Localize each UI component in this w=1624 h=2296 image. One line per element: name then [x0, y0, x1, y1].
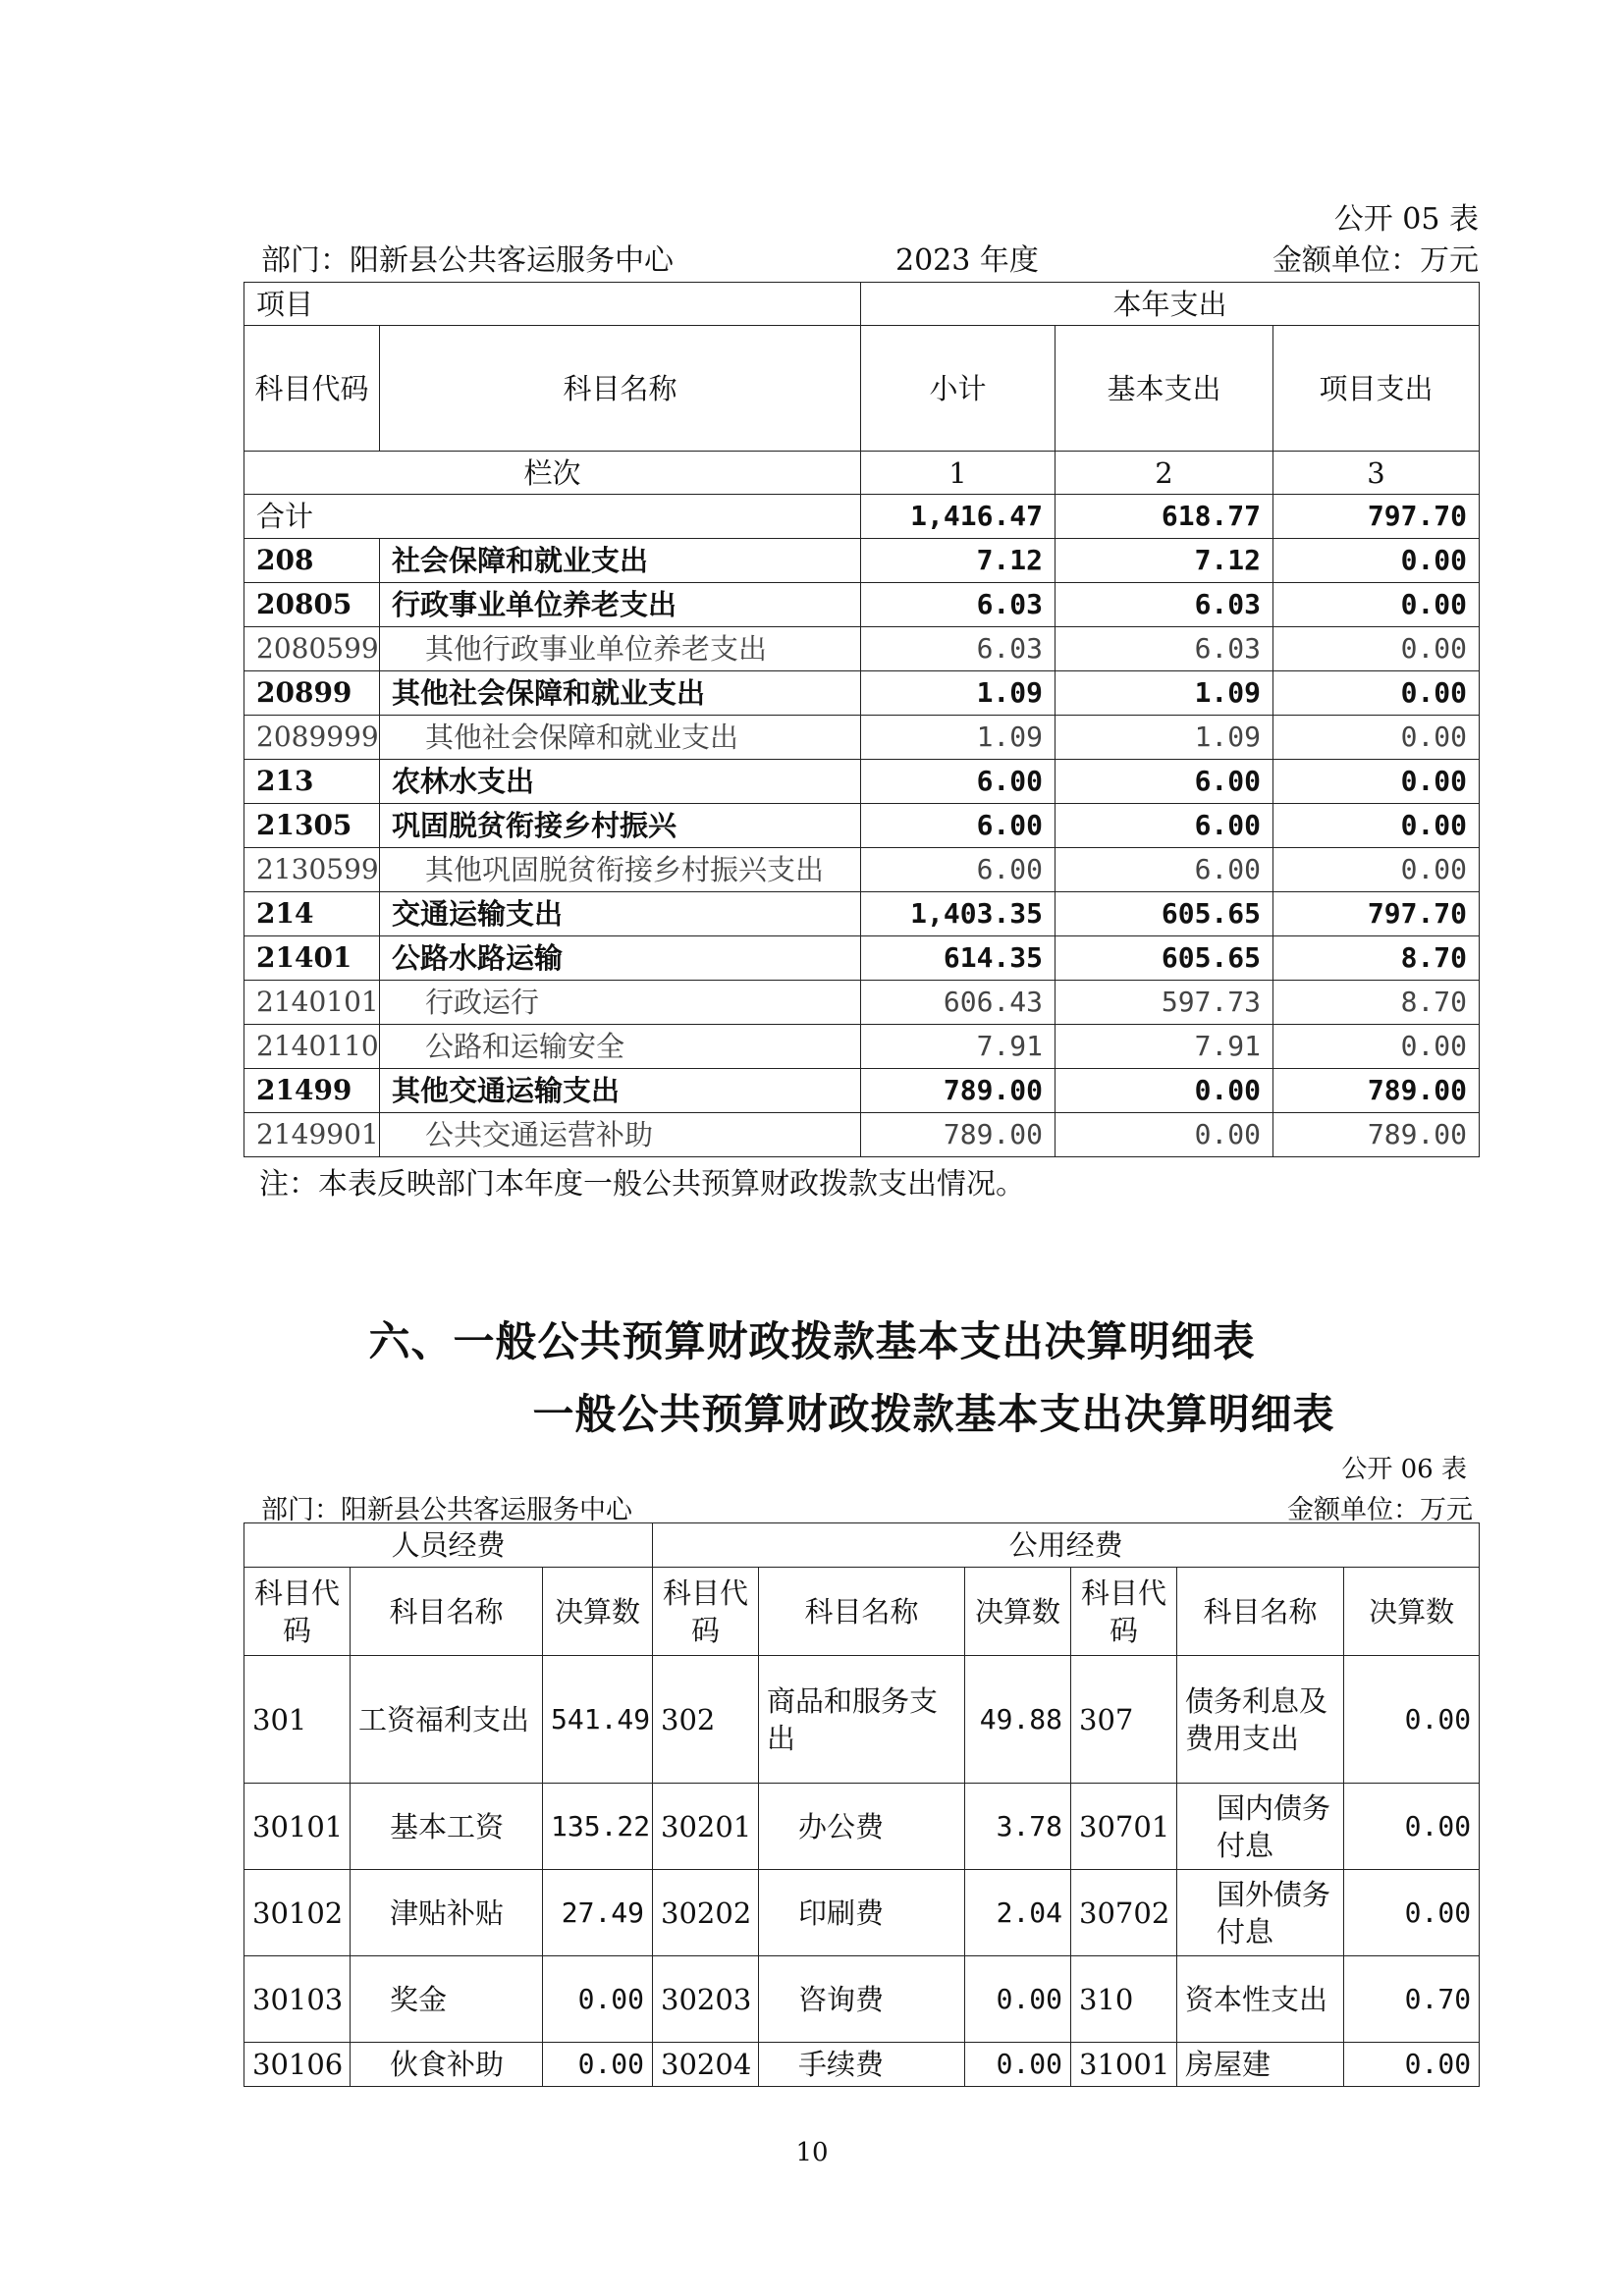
- section6-heading: 六、一般公共预算财政拨款基本支出决算明细表: [368, 1317, 1256, 1365]
- amount-3: 0.70: [1344, 1956, 1480, 2043]
- row-name: 交通运输支出: [380, 892, 861, 936]
- h-code-1: 科目代码: [244, 1568, 351, 1656]
- table-row: [244, 627, 1480, 671]
- name-2: 办公费: [759, 1784, 965, 1870]
- row-subtotal: 6.00: [861, 804, 1056, 848]
- amount-1: 135.22: [543, 1784, 653, 1870]
- code-1: 30101: [244, 1784, 351, 1870]
- code-3: 31001: [1071, 2043, 1177, 2087]
- group-personnel: 人员经费: [244, 1523, 653, 1568]
- row-code: 21401: [244, 936, 380, 981]
- row-name: 行政事业单位养老支出: [380, 583, 861, 627]
- h-amount-3: 决算数: [1344, 1568, 1480, 1656]
- table06-dept: 部门：阳新县公共客运服务中心: [261, 1495, 632, 1525]
- table-row: [244, 1113, 1480, 1157]
- row-subtotal: 1,403.35: [861, 892, 1056, 936]
- amount-1: 27.49: [543, 1870, 653, 1956]
- table-row: [244, 804, 1480, 848]
- row-code: 20805: [244, 583, 380, 627]
- code-1: 301: [244, 1656, 351, 1784]
- row-basic: 7.91: [1056, 1025, 1273, 1069]
- table-row: [244, 1870, 1480, 1956]
- row-project: 0.00: [1273, 1025, 1480, 1069]
- row-basic: 6.00: [1056, 848, 1273, 892]
- col-subtotal-header: 小计: [861, 326, 1056, 452]
- code-2: 30204: [653, 2043, 759, 2087]
- h-name-2: 科目名称: [759, 1568, 965, 1656]
- name-2: 商品和服务支出: [759, 1656, 965, 1784]
- row-subtotal: 789.00: [861, 1069, 1056, 1113]
- table-row: [244, 936, 1480, 981]
- row-project: 0.00: [1273, 760, 1480, 804]
- amount-3: 0.00: [1344, 1784, 1480, 1870]
- col-index-3: 3: [1273, 452, 1480, 495]
- row-basic: 1.09: [1056, 671, 1273, 716]
- row-name: 社会保障和就业支出: [380, 539, 861, 583]
- code-1: 30106: [244, 2043, 351, 2087]
- amount-1: 0.00: [543, 1956, 653, 2043]
- row-project: 0.00: [1273, 848, 1480, 892]
- name-1: 津贴补贴: [351, 1870, 543, 1956]
- row-subtotal: 1.09: [861, 671, 1056, 716]
- col-basic-header: 基本支出: [1056, 326, 1273, 452]
- total-basic: 618.77: [1056, 495, 1273, 539]
- row-basic: 597.73: [1056, 981, 1273, 1025]
- table-row: [244, 848, 1480, 892]
- table-row: [244, 1656, 1480, 1784]
- h-code-2: 科目代码: [653, 1568, 759, 1656]
- row-code: 2149901: [244, 1113, 380, 1157]
- amount-3: 0.00: [1344, 1656, 1480, 1784]
- table06-code: 公开 06 表: [1341, 1455, 1467, 1484]
- name-1: 工资福利支出: [351, 1656, 543, 1784]
- row-project: 797.70: [1273, 892, 1480, 936]
- name-2: 手续费: [759, 2043, 965, 2087]
- row-basic: 7.12: [1056, 539, 1273, 583]
- table05-dept: 部门：阳新县公共客运服务中心: [261, 243, 674, 278]
- code-3: 30702: [1071, 1870, 1177, 1956]
- amount-3: 0.00: [1344, 1870, 1480, 1956]
- name-3: 债务利息及费用支出: [1177, 1656, 1344, 1784]
- row-project: 0.00: [1273, 627, 1480, 671]
- h-code-3: 科目代码: [1071, 1568, 1177, 1656]
- total-label: 合计: [244, 495, 861, 539]
- row-basic: 605.65: [1056, 892, 1273, 936]
- row-code: 208: [244, 539, 380, 583]
- col-name-header: 科目名称: [380, 326, 861, 452]
- row-name: 其他交通运输支出: [380, 1069, 861, 1113]
- h-amount-1: 决算数: [543, 1568, 653, 1656]
- code-1: 30102: [244, 1870, 351, 1956]
- header-expense: 本年支出: [861, 283, 1480, 326]
- row-code: 214: [244, 892, 380, 936]
- row-code: 2140101: [244, 981, 380, 1025]
- table-row: [244, 981, 1480, 1025]
- row-project: 0.00: [1273, 804, 1480, 848]
- code-2: 302: [653, 1656, 759, 1784]
- h-name-1: 科目名称: [351, 1568, 543, 1656]
- header-item: 项目: [244, 283, 861, 326]
- table-row: [244, 1069, 1480, 1113]
- table05: [244, 282, 1480, 1157]
- amount-2: 0.00: [965, 2043, 1071, 2087]
- name-3: 房屋建: [1177, 2043, 1344, 2087]
- amount-1: 541.49: [543, 1656, 653, 1784]
- code-3: 307: [1071, 1656, 1177, 1784]
- col-index-1: 1: [861, 452, 1056, 495]
- h-amount-2: 决算数: [965, 1568, 1071, 1656]
- row-name: 其他行政事业单位养老支出: [380, 627, 861, 671]
- row-basic: 1.09: [1056, 716, 1273, 760]
- name-1: 伙食补助: [351, 2043, 543, 2087]
- row-basic: 6.03: [1056, 583, 1273, 627]
- row-name: 公路和运输安全: [380, 1025, 861, 1069]
- name-2: 咨询费: [759, 1956, 965, 2043]
- row-basic: 6.00: [1056, 760, 1273, 804]
- row-subtotal: 606.43: [861, 981, 1056, 1025]
- table-row: [244, 892, 1480, 936]
- row-project: 0.00: [1273, 583, 1480, 627]
- table-row: [244, 671, 1480, 716]
- table05-unit: 金额单位：万元: [1272, 243, 1479, 278]
- table-row: [244, 760, 1480, 804]
- col-project-header: 项目支出: [1273, 326, 1480, 452]
- group-public: 公用经费: [653, 1523, 1480, 1568]
- row-name: 巩固脱贫衔接乡村振兴: [380, 804, 861, 848]
- name-3: 国内债务付息: [1177, 1784, 1344, 1870]
- col-code-header: 科目代码: [244, 326, 380, 452]
- row-name: 其他社会保障和就业支出: [380, 716, 861, 760]
- name-1: 基本工资: [351, 1784, 543, 1870]
- row-name: 公路水路运输: [380, 936, 861, 981]
- name-3: 资本性支出: [1177, 1956, 1344, 2043]
- row-project: 789.00: [1273, 1069, 1480, 1113]
- total-row: [244, 495, 1480, 539]
- h-name-3: 科目名称: [1177, 1568, 1344, 1656]
- table-row: [244, 2043, 1480, 2087]
- row-subtotal: 789.00: [861, 1113, 1056, 1157]
- row-subtotal: 614.35: [861, 936, 1056, 981]
- code-2: 30203: [653, 1956, 759, 2043]
- table-row: [244, 716, 1480, 760]
- name-1: 奖金: [351, 1956, 543, 2043]
- code-3: 30701: [1071, 1784, 1177, 1870]
- amount-2: 49.88: [965, 1656, 1071, 1784]
- table-row: [244, 1784, 1480, 1870]
- name-3: 国外债务付息: [1177, 1870, 1344, 1956]
- amount-2: 3.78: [965, 1784, 1071, 1870]
- code-2: 30202: [653, 1870, 759, 1956]
- table05-note: 注：本表反映部门本年度一般公共预算财政拨款支出情况。: [259, 1167, 1025, 1201]
- row-subtotal: 6.00: [861, 848, 1056, 892]
- code-1: 30103: [244, 1956, 351, 2043]
- col-index-label: 栏次: [244, 452, 861, 495]
- row-basic: 0.00: [1056, 1069, 1273, 1113]
- row-subtotal: 6.03: [861, 627, 1056, 671]
- row-name: 其他社会保障和就业支出: [380, 671, 861, 716]
- col-index-2: 2: [1056, 452, 1273, 495]
- row-project: 0.00: [1273, 671, 1480, 716]
- row-basic: 605.65: [1056, 936, 1273, 981]
- table-row: [244, 583, 1480, 627]
- row-project: 789.00: [1273, 1113, 1480, 1157]
- row-code: 2140110: [244, 1025, 380, 1069]
- table-row: [244, 539, 1480, 583]
- row-name: 其他巩固脱贫衔接乡村振兴支出: [380, 848, 861, 892]
- row-name: 行政运行: [380, 981, 861, 1025]
- row-basic: 0.00: [1056, 1113, 1273, 1157]
- table06: [244, 1522, 1480, 2087]
- row-subtotal: 1.09: [861, 716, 1056, 760]
- row-code: 2080599: [244, 627, 380, 671]
- row-project: 8.70: [1273, 981, 1480, 1025]
- amount-1: 0.00: [543, 2043, 653, 2087]
- row-subtotal: 6.00: [861, 760, 1056, 804]
- total-subtotal: 1,416.47: [861, 495, 1056, 539]
- table05-code: 公开 05 表: [1333, 202, 1479, 237]
- row-code: 2089999: [244, 716, 380, 760]
- row-project: 8.70: [1273, 936, 1480, 981]
- total-project: 797.70: [1273, 495, 1480, 539]
- table06-unit: 金额单位：万元: [1287, 1495, 1473, 1525]
- section6-subheading: 一般公共预算财政拨款基本支出决算明细表: [532, 1390, 1335, 1438]
- table05-year: 2023 年度: [895, 243, 1039, 278]
- row-project: 0.00: [1273, 716, 1480, 760]
- amount-2: 2.04: [965, 1870, 1071, 1956]
- row-name: 农林水支出: [380, 760, 861, 804]
- code-2: 30201: [653, 1784, 759, 1870]
- row-subtotal: 6.03: [861, 583, 1056, 627]
- row-subtotal: 7.91: [861, 1025, 1056, 1069]
- amount-2: 0.00: [965, 1956, 1071, 2043]
- row-basic: 6.00: [1056, 804, 1273, 848]
- row-code: 213: [244, 760, 380, 804]
- page-number: 10: [795, 2138, 829, 2167]
- row-project: 0.00: [1273, 539, 1480, 583]
- row-subtotal: 7.12: [861, 539, 1056, 583]
- row-code: 20899: [244, 671, 380, 716]
- row-code: 2130599: [244, 848, 380, 892]
- row-code: 21305: [244, 804, 380, 848]
- amount-3: 0.00: [1344, 2043, 1480, 2087]
- table-row: [244, 1025, 1480, 1069]
- row-name: 公共交通运营补助: [380, 1113, 861, 1157]
- row-basic: 6.03: [1056, 627, 1273, 671]
- name-2: 印刷费: [759, 1870, 965, 1956]
- table-row: [244, 1956, 1480, 2043]
- code-3: 310: [1071, 1956, 1177, 2043]
- row-code: 21499: [244, 1069, 380, 1113]
